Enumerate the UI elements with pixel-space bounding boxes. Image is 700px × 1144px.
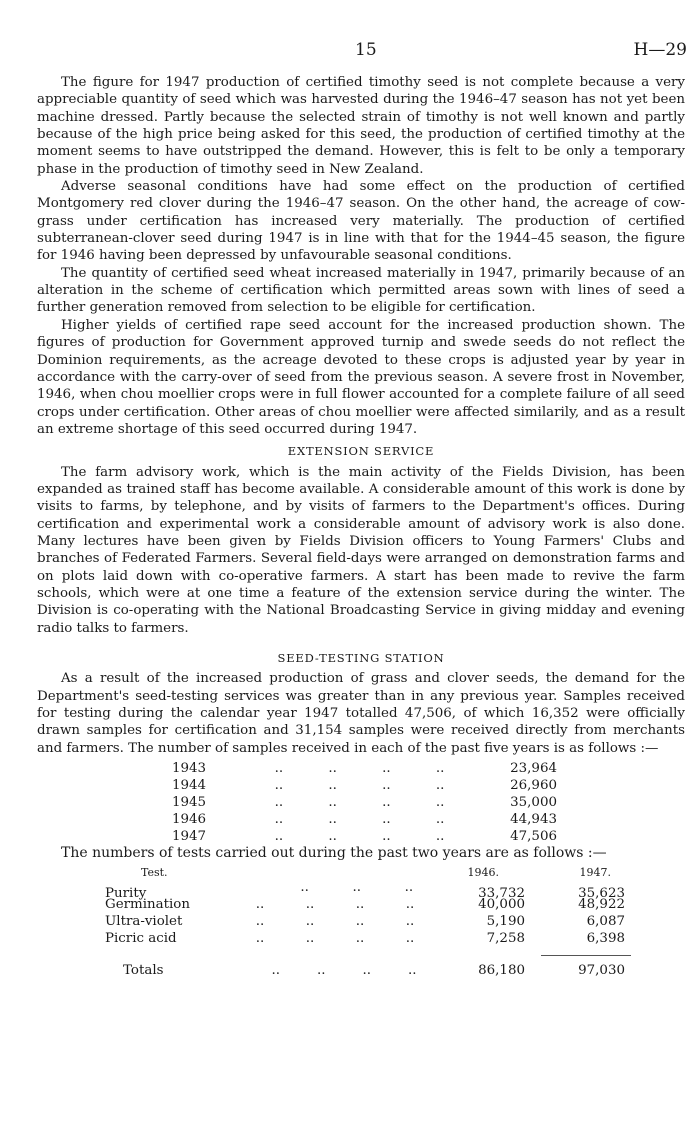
paragraph-rape: Higher yields of certified rape seed account for the increased production shown. The figures of production for Government approved turnip and swede seeds do not reflect the Dominion requirements, as the acreage devoted to these crops is adjusted year by year in accordance with the carry-over of seed from the previous season. A severe frost in November, 1946, when chou moellier crops were in full flower accounted for a complete failure of all seed crops under certification. Other areas of chou moellier were affected similarily, and as a result an extreme shortage of this seed occurred during 1947. — [37, 317, 685, 437]
table-row — [105, 879, 625, 901]
tests-table — [105, 864, 625, 979]
leader-dots: .. .. .. .. — [274, 761, 445, 777]
year-cell: 1943 — [172, 761, 207, 777]
table-row — [172, 794, 557, 811]
table-row — [105, 896, 625, 913]
table-row — [172, 811, 557, 828]
test-name: Purity — [105, 885, 147, 901]
value-1946: 33,732 — [478, 885, 525, 901]
test-name: Germination — [105, 897, 190, 913]
samples-cell: 35,000 — [510, 795, 557, 811]
value-1947: 6,087 — [586, 914, 625, 930]
page-body — [37, 74, 685, 979]
value-1946: 5,190 — [486, 914, 525, 930]
samples-cell: 44,943 — [510, 812, 557, 828]
totals-label: Totals — [123, 963, 164, 979]
value-1947: 6,398 — [586, 931, 625, 947]
leader-dots: .. .. .. .. — [274, 778, 445, 794]
extension-service-heading: EXTENSION SERVICE — [287, 444, 435, 459]
column-header-1947: 1947. — [579, 866, 611, 880]
totals-rule — [541, 955, 631, 956]
leader-dots: .. .. .. .. — [255, 897, 415, 913]
document-code: H—29 — [633, 40, 687, 60]
paragraph-extension: The farm advisory work, which is the main activity of the Fields Division, has been expanded as trained staff has become available. A considerable amount of this work is done by visits to farms, by telephone, and by visits of farmers to the Department's offices. During certification and experimental work a considerable amount of advisory work is also done. Many lectures have been given by Fields Division officers to Young Farmers' Clubs and branches of Federated Farmers. Several field-days were arranged on demonstration farms and on plots laid down with co-operative farmers. A start has been made to revive the farm schools, which were at one time a feature of the extension service during the winter. The Division is co-operating with the National Broadcasting Service in giving midday and evening radio talks to farmers. — [37, 464, 685, 636]
paragraph-wheat: The quantity of certified seed wheat increased materially in 1947, primarily because of an alteration in the scheme of certification which permitted areas sown with lines of seed a further generation removed from selection to be eligible for certification. — [37, 265, 685, 316]
leader-dots: .. .. .. .. — [255, 914, 415, 930]
year-cell: 1945 — [172, 795, 207, 811]
year-cell: 1946 — [172, 812, 207, 828]
leader-dots: .. .. .. .. — [274, 829, 445, 845]
tests-intro: The numbers of tests carried out during the past two years are as follows :— — [61, 845, 607, 862]
column-header-test: Test. — [141, 866, 168, 880]
samples-by-year-table — [172, 760, 557, 845]
paragraph-clover: Adverse seasonal conditions have had some effect on the production of certified Montgomery red clover during the 1946–47 season. On the other hand, the acreage of cow-grass under certification has increased very materially. The production of certified subterranean-clover seed during 1947 is in line with that for the 1944–45 season, the figure for 1946 having been depressed by unfavourable seasonal conditions. — [37, 179, 685, 264]
table-row — [172, 828, 557, 845]
leader-dots: .. .. .. — [300, 880, 414, 896]
value-1947: 48,922 — [578, 897, 625, 913]
paragraph-seed-testing: As a result of the increased production of grass and clover seeds, the demand for the Department's seed-testing services was greater than in any previous year. Samples received for testing during the calendar year 1947 totalled 47,506, of which 16,352 were officially drawn samples for certification and 31,154 samples were received directly from merchants and farmers. The number of samples received in each of the past five years is as follows :— — [37, 671, 685, 756]
value-1946: 40,000 — [478, 897, 525, 913]
value-1946: 7,258 — [486, 931, 525, 947]
total-1946: 86,180 — [478, 963, 525, 979]
leader-dots: .. .. .. .. — [271, 963, 417, 979]
total-1947: 97,030 — [578, 963, 625, 979]
leader-dots: .. .. .. .. — [255, 931, 415, 947]
paragraph-timothy: The figure for 1947 production of certified timothy seed is not complete because a very appreciable quantity of seed which was harvested during the 1946–47 season has not yet been machine dressed. Partly because the selected strain of timothy is not well known and partly because of the high price being asked for this seed, the production of certified timothy at the moment seems to have outstripped the demand. However, this is felt to be only a temporary phase in the production of timothy seed in New Zealand. — [37, 75, 685, 177]
table-row — [172, 760, 557, 777]
samples-cell: 23,964 — [510, 761, 557, 777]
table-row — [105, 913, 625, 930]
value-1947: 35,623 — [578, 885, 625, 901]
year-cell: 1944 — [172, 778, 207, 794]
samples-cell: 26,960 — [510, 778, 557, 794]
seed-testing-heading: SEED-TESTING STATION — [277, 651, 445, 665]
column-header-1946: 1946. — [467, 866, 499, 880]
table-row — [105, 930, 625, 947]
test-name: Ultra-violet — [105, 914, 183, 930]
table-row — [172, 777, 557, 794]
year-cell: 1947 — [172, 829, 207, 845]
page-number: 15 — [355, 40, 377, 60]
test-name: Picric acid — [105, 931, 177, 947]
totals-row — [105, 962, 625, 979]
table-header-row — [105, 864, 625, 879]
leader-dots: .. .. .. .. — [274, 795, 445, 811]
leader-dots: .. .. .. .. — [274, 812, 445, 828]
samples-cell: 47,506 — [510, 829, 557, 845]
